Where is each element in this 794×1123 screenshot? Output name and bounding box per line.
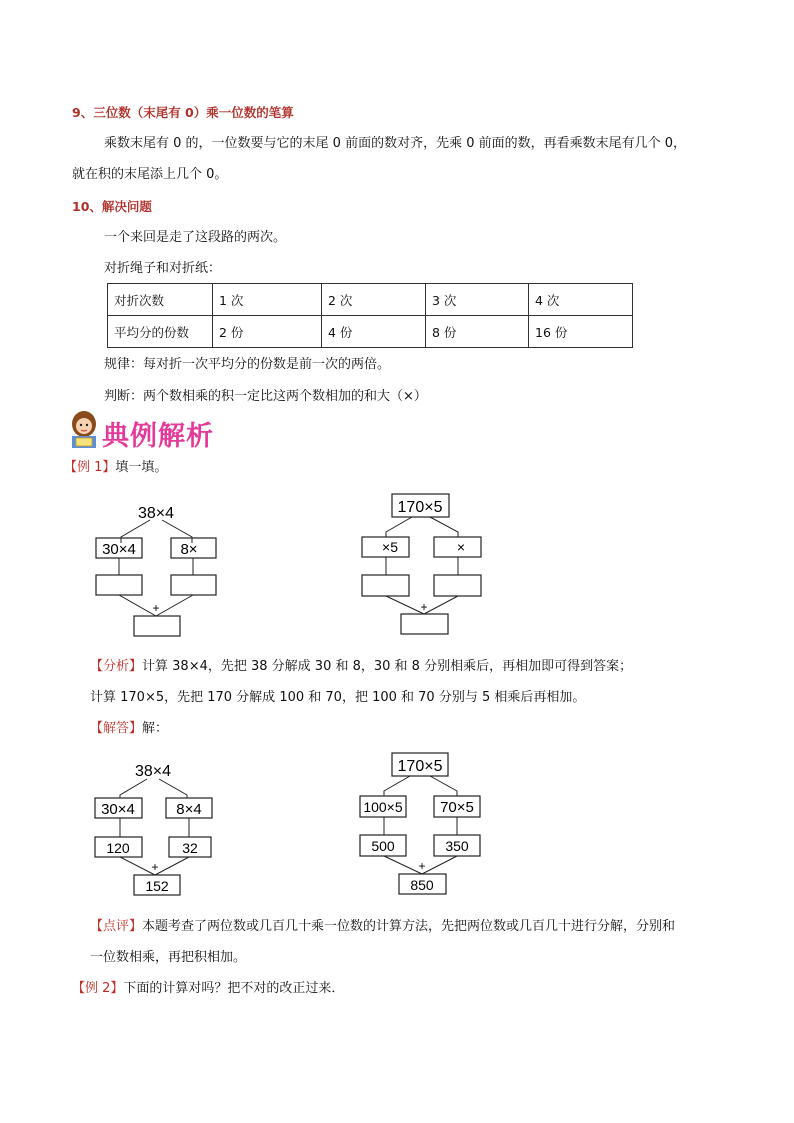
table-cell: 2 份 [213,316,322,348]
banner-title: 典例解析 [102,421,214,452]
section-10-line-1: 一个来回是走了这段路的两次。 [104,230,287,245]
example-2-tag: 【例 2】 [72,981,124,996]
table-row [108,316,633,348]
girl-reading-icon [66,408,102,452]
diagram-left-result: 120 [106,840,130,856]
answer-line [90,720,168,738]
comment-line-2: 一位数相乘，再把积相加。 [90,950,247,965]
diagram-left-result: 500 [371,838,395,854]
example-1-heading [64,459,167,477]
diagram-right-label: 70×5 [440,799,474,816]
diagram-right-label: × [456,539,466,555]
comment-tag: 【点评】 [90,919,143,934]
section-9-title: 9、三位数（末尾有 0）乘一位数的笔算 [72,105,294,120]
folding-table [107,283,633,348]
analysis-line-2: 计算 170×5，先把 170 分解成 100 和 70，把 100 和 70 分别与 5 相乘后再相加。 [90,690,586,705]
diagram-left-label: 100×5 [363,799,403,815]
table-cell: 3 次 [426,284,529,316]
diagram-right-label: 8× [180,541,198,558]
diagram-left-label: ×5 [382,539,398,555]
question-diagram-1 [80,495,240,645]
diagram-left-label: 30×4 [101,801,135,818]
diagram-plus-label: + [418,859,426,873]
diagram-right-label: 8×4 [176,801,202,818]
diagram-top-label: 38×4 [134,763,172,780]
diagram-sum-box[interactable] [134,616,180,636]
section-10-line-2: 对折绳子和对折纸： [104,261,222,276]
question-diagram-2 [350,487,500,642]
table-cell: 16 份 [529,316,633,348]
diagram-plus-label: + [152,601,160,615]
table-row [108,284,633,316]
table-cell: 对折次数 [108,284,213,316]
diagram-top-label: 38×4 [137,505,175,522]
section-9-line-1: 乘数末尾有 0 的，一位数要与它的末尾 0 前面的数对齐，先乘 0 前面的数，再看乘数末尾有几个 0， [104,136,687,151]
table-cell: 平均分的份数 [108,316,213,348]
table-cell: 1 次 [213,284,322,316]
diagram-sum-box[interactable] [401,614,448,634]
analysis-text-1: 计算 38×4，先把 38 分解成 30 和 8，30 和 8 分别相乘后，再相加即可得到答案； [142,659,633,674]
answer-tag: 【解答】 [90,721,143,736]
answer-diagram-1 [85,755,235,900]
comment-line-1 [90,918,675,936]
diagram-left-result-box[interactable] [362,575,409,596]
example-2-prompt: 下面的计算对吗？把不对的改正过来． [123,981,345,996]
diagram-sum: 152 [145,878,169,894]
diagram-right-result-box[interactable] [171,575,216,595]
example-1-prompt: 填一填。 [115,460,168,475]
diagram-right-result-box[interactable] [434,575,481,596]
example-1-tag: 【例 1】 [64,460,116,475]
diagram-plus-label: + [420,600,428,614]
judge-text: 判断：两个数相乘的积一定比这两个数相加的和大（×） [104,389,427,404]
diagram-plus-label: + [151,860,159,874]
diagram-right-result: 32 [182,840,198,856]
answer-diagram-2 [350,747,500,897]
diagram-left-result-box[interactable] [96,575,142,595]
diagram-top-label: 170×5 [397,758,443,775]
diagram-sum: 850 [410,877,434,893]
diagram-top-label: 170×5 [397,499,443,516]
answer-text: 解： [142,721,169,736]
analysis-line-1 [90,658,632,676]
analysis-tag: 【分析】 [90,659,143,674]
section-9-line-2: 就在积的末尾添上几个 0。 [72,167,228,182]
diagram-left-label: 30×4 [102,541,136,558]
table-cell: 4 份 [322,316,426,348]
rule-text: 规律：每对折一次平均分的份数是前一次的两倍。 [104,357,391,372]
diagram-right-result: 350 [445,838,469,854]
section-10-title: 10、解决问题 [72,199,152,214]
table-cell: 2 次 [322,284,426,316]
example-2-heading [72,980,344,998]
table-cell: 4 次 [529,284,633,316]
comment-text-1: 本题考查了两位数或几百几十乘一位数的计算方法，先把两位数或几百几十进行分解，分别和 [142,919,676,934]
table-cell: 8 份 [426,316,529,348]
